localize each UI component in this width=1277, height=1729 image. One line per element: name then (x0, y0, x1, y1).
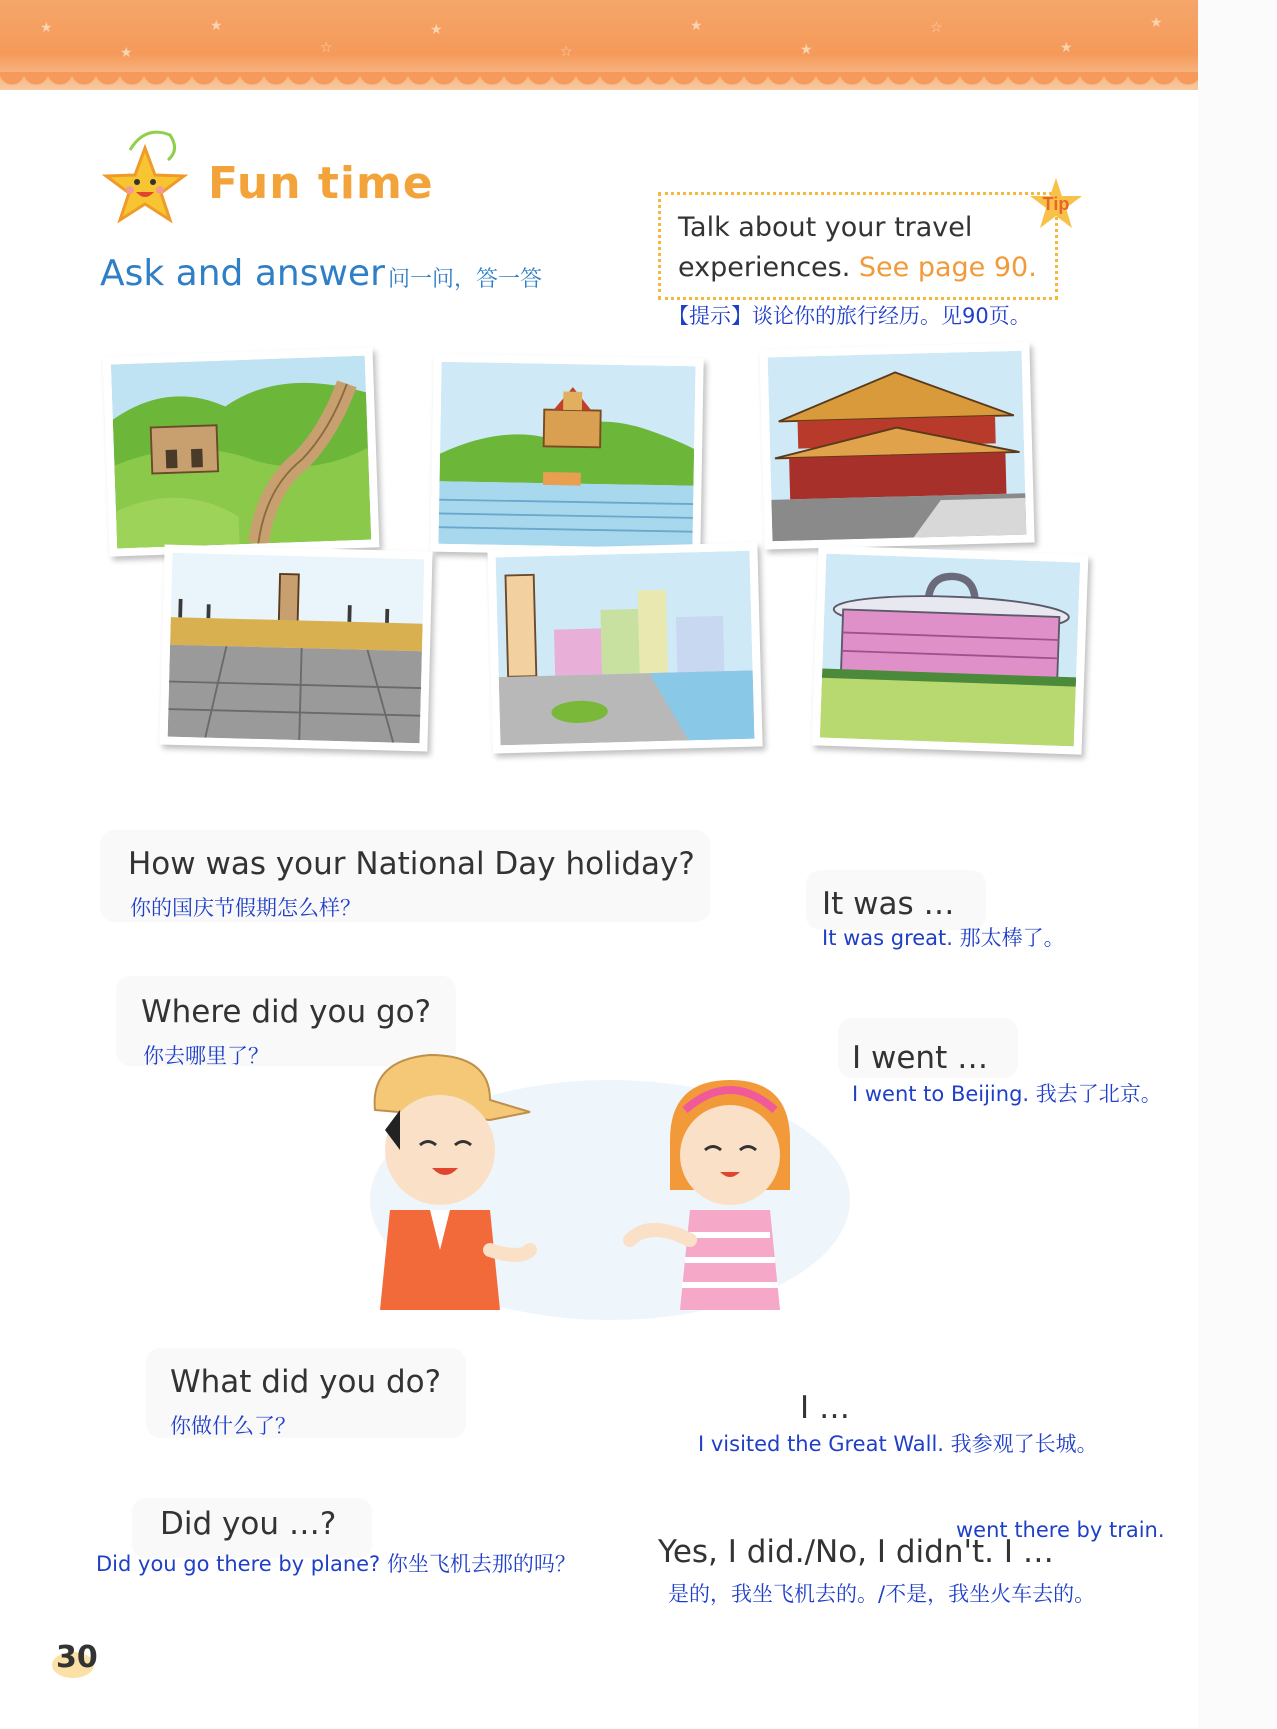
tip-line-2 (678, 252, 1037, 283)
photo-great-wall (103, 347, 380, 556)
answer-4: Yes, I did./No, I didn't. I … (658, 1534, 1054, 1570)
banner-edge (0, 72, 1198, 94)
question-2: Where did you go? (141, 994, 432, 1030)
shanghai-museum-illustration (820, 554, 1080, 747)
summer-palace-illustration (438, 362, 695, 548)
star-icon: ★ (690, 18, 703, 34)
photo-tiananmen-square (159, 545, 432, 752)
activity-title-cn: 问一问，答一答 (388, 267, 543, 292)
girl-face (680, 1105, 780, 1205)
star-icon: ★ (1150, 15, 1163, 31)
question-1-cn: 你的国庆节假期怎么样？ (130, 896, 361, 920)
star-icon: ☆ (930, 20, 943, 36)
tip-badge-label: Tip (1042, 194, 1070, 214)
star-icon: ★ (210, 18, 223, 34)
forbidden-city-illustration (768, 351, 1027, 542)
great-wall-illustration (111, 356, 371, 549)
star-icon: ★ (40, 20, 53, 36)
answer-4-extra: went there by train. (956, 1518, 1165, 1542)
tip-box (658, 192, 1058, 300)
tip-line-2-prefix: experiences. (678, 252, 859, 283)
star-icon: ★ (430, 22, 443, 38)
tip-badge-icon (1028, 176, 1084, 236)
page-number: 30 (56, 1640, 98, 1675)
section-title: Fun time (208, 158, 434, 209)
children-talking-illustration (340, 1050, 860, 1350)
answer-1: It was … (822, 886, 955, 922)
tip-cn: 【提示】谈论你的旅行经历。见90页。 (668, 304, 1031, 328)
question-1: How was your National Day holiday? (128, 846, 695, 882)
answer-2: I went … (852, 1040, 989, 1076)
question-3: What did you do? (170, 1364, 442, 1400)
tip-line-1: Talk about your travel (678, 212, 973, 243)
answer-3-example: I visited the Great Wall. 我参观了长城。 (698, 1432, 1098, 1456)
smiling-star-icon (100, 120, 190, 230)
star-icon: ★ (1060, 40, 1073, 56)
star-icon: ☆ (560, 44, 573, 60)
star-icon: ☆ (320, 40, 333, 56)
activity-title: Ask and answer (100, 253, 385, 294)
star-icon: ★ (120, 45, 133, 61)
the-bund-illustration (496, 551, 755, 746)
photo-the-bund (487, 543, 762, 754)
question-2-cn: 你去哪里了？ (143, 1044, 269, 1068)
answer-4-cn: 是的，我坐飞机去的。/不是，我坐火车去的。 (668, 1582, 1096, 1606)
photo-shanghai-museum (812, 545, 1089, 754)
answer-1-example: It was great. 那太棒了。 (822, 926, 1065, 950)
tiananmen-square-illustration (168, 553, 425, 744)
tip-page-reference: See page 90. (858, 252, 1037, 283)
star-icon: ★ (800, 42, 813, 58)
boy-face (385, 1095, 495, 1205)
question-4-cn: Did you go there by plane? 你坐飞机去那的吗？ (96, 1552, 576, 1576)
question-3-cn: 你做什么了？ (170, 1414, 296, 1438)
page-gutter (1198, 0, 1277, 1729)
photo-summer-palace (430, 354, 703, 557)
answer-2-example: I went to Beijing. 我去了北京。 (852, 1082, 1162, 1106)
answer-3: I … (800, 1390, 850, 1426)
photo-forbidden-city (759, 343, 1034, 550)
question-4: Did you …? (160, 1506, 337, 1542)
